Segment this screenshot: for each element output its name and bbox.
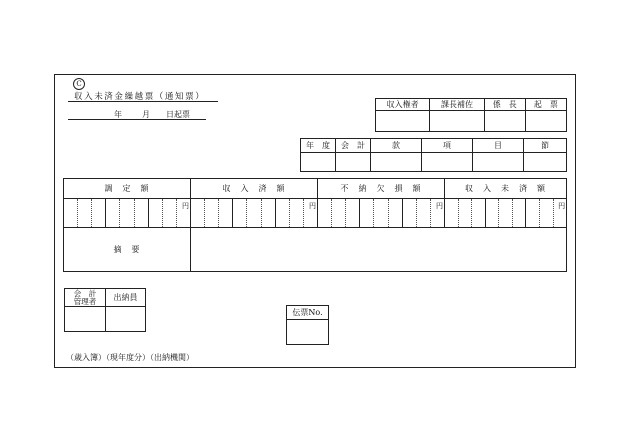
- summary-field[interactable]: [191, 228, 567, 272]
- date-underline: [68, 119, 206, 120]
- date-day-label: 日起票: [166, 110, 190, 119]
- slip-no-field[interactable]: [287, 320, 329, 345]
- slip-no-label: 伝票No.: [287, 306, 329, 320]
- header-deficit-amount: 不 納 欠 損 額: [318, 179, 445, 199]
- budget-header-kan: 款: [371, 139, 422, 153]
- budget-cell-setsu[interactable]: [524, 153, 567, 172]
- budget-cell-kou[interactable]: [422, 153, 473, 172]
- received-amount-field[interactable]: [191, 199, 318, 228]
- title-underline: [68, 101, 218, 102]
- uncollected-amount-field[interactable]: [445, 199, 567, 228]
- date-month-label: 月: [142, 110, 150, 119]
- cashier-stamp[interactable]: [106, 307, 146, 332]
- yen-unit: 円: [558, 202, 566, 210]
- officer-table: [64, 288, 146, 332]
- approval-header-1: 収入権者: [376, 99, 430, 111]
- budget-cell-account[interactable]: [336, 153, 371, 172]
- budget-header-kou: 項: [422, 139, 473, 153]
- approval-stamp-1[interactable]: [376, 111, 430, 132]
- budget-cell-year[interactable]: [301, 153, 336, 172]
- approval-header-2: 課長補佐: [430, 99, 484, 111]
- deficit-amount-field[interactable]: [318, 199, 445, 228]
- approval-header-4: 起 票: [525, 99, 566, 111]
- header-uncollected-amount: 収 入 未 済 額: [445, 179, 567, 199]
- form-title: 収入未済金繰越票（通知票）: [74, 92, 206, 102]
- approval-stamp-4[interactable]: [525, 111, 566, 132]
- header-assessed-amount: 調 定 額: [64, 179, 191, 199]
- approval-stamp-2[interactable]: [430, 111, 484, 132]
- budget-header-moku: 目: [473, 139, 524, 153]
- header-received-amount: 収 入 済 額: [191, 179, 318, 199]
- assessed-amount-field[interactable]: [64, 199, 191, 228]
- budget-header-account: 会 計: [336, 139, 371, 153]
- accounting-officer-label: 会 計 管理者: [65, 289, 106, 307]
- approval-table: [375, 98, 567, 132]
- budget-cell-kan[interactable]: [371, 153, 422, 172]
- approval-header-3: 係 長: [484, 99, 525, 111]
- yen-unit: 円: [308, 202, 316, 210]
- budget-header-setsu: 節: [524, 139, 567, 153]
- budget-table: [300, 138, 567, 172]
- circle-mark: C: [73, 78, 85, 90]
- cashier-label: 出納員: [106, 289, 146, 307]
- summary-label: 摘 要: [64, 228, 191, 272]
- accounting-officer-stamp[interactable]: [65, 307, 106, 332]
- yen-unit: 円: [435, 202, 443, 210]
- budget-header-year: 年 度: [301, 139, 336, 153]
- amount-table: [63, 178, 567, 272]
- date-year-label: 年: [114, 110, 122, 119]
- budget-cell-moku[interactable]: [473, 153, 524, 172]
- approval-stamp-3[interactable]: [484, 111, 525, 132]
- footer-note: （歳入簿）（現年度分）（出納機関）: [66, 353, 194, 362]
- slip-table: [286, 305, 329, 345]
- yen-unit: 円: [181, 202, 189, 210]
